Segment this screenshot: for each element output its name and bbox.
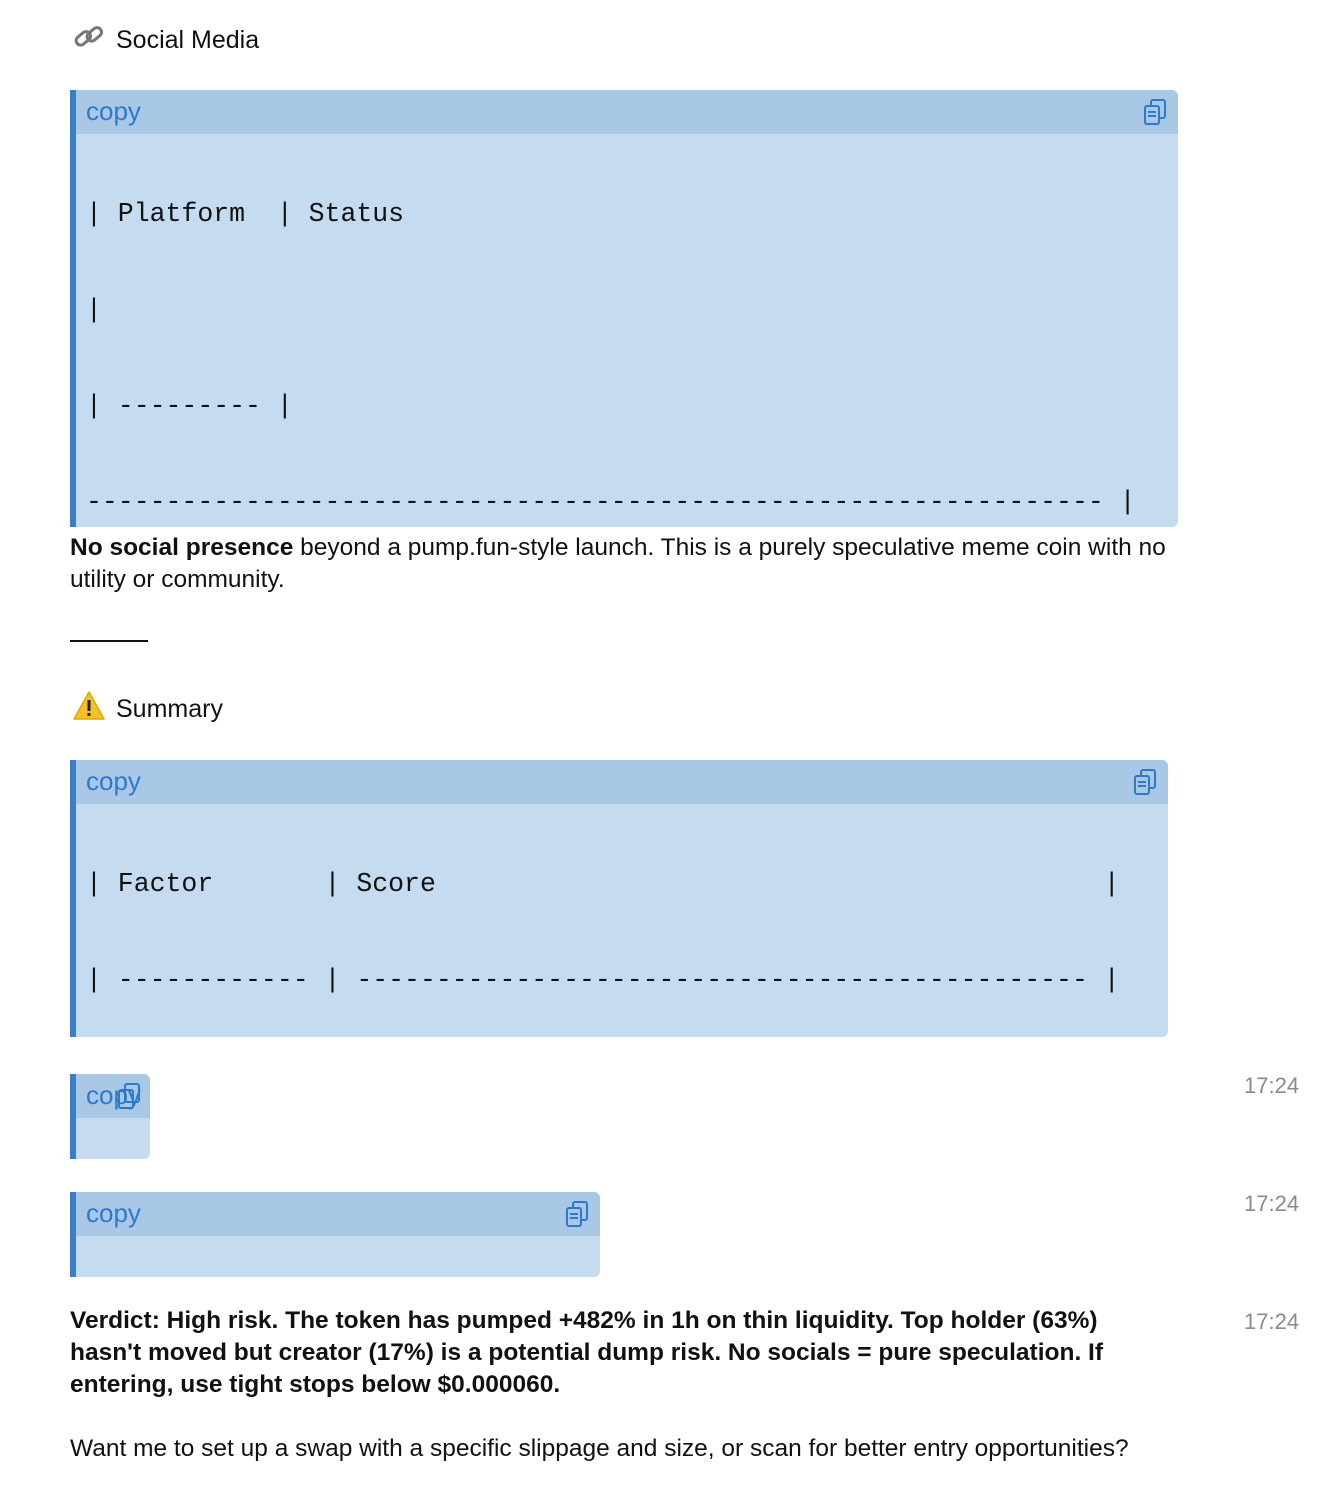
copy-icon[interactable]	[1142, 98, 1168, 126]
code-header	[76, 90, 1178, 134]
copy-button[interactable]: copy	[86, 1198, 141, 1228]
divider	[70, 640, 148, 642]
copy-button[interactable]: copy	[86, 766, 141, 796]
social-media-title: Social Media	[116, 26, 260, 54]
code-content	[76, 1118, 150, 1159]
timestamp: 17:24	[1244, 1309, 1300, 1334]
social-note-bold: No social presence	[70, 534, 294, 561]
social-note	[70, 532, 1200, 596]
table-row: | Factor | Score |	[86, 869, 1120, 899]
social-code-block	[70, 90, 1178, 527]
link-icon	[72, 20, 106, 61]
warning-icon	[72, 690, 106, 729]
code-header	[76, 1192, 600, 1236]
copy-icon[interactable]	[1132, 768, 1158, 796]
copy-button[interactable]: copy	[86, 96, 141, 126]
code-content	[76, 134, 1178, 527]
fragment-code-block	[70, 1192, 600, 1277]
summary-title: Summary	[116, 695, 223, 723]
social-media-heading	[72, 20, 259, 61]
code-line: | --------- |	[86, 391, 293, 421]
table-row: | ------------ | ---------------------------------------------- |	[86, 965, 1120, 995]
followup-text: Want me to set up a swap with a specific slippage and size, or scan for better entry opportunities?	[70, 1435, 1129, 1462]
copy-icon[interactable]	[116, 1082, 142, 1110]
timestamp: 17:24	[1244, 1191, 1300, 1216]
code-header	[76, 760, 1168, 804]
copy-button[interactable]: copy	[86, 1080, 141, 1110]
code-line: ---------------------------------------------------------------- |	[86, 487, 1136, 517]
summary-code-block	[70, 760, 1168, 1037]
code-content	[76, 1236, 600, 1277]
social-note-text: beyond a pump.fun-style launch. This is a purely speculative meme coin with no utility or community.	[70, 534, 1166, 593]
verdict-text: Verdict: High risk. The token has pumped +482% in 1h on thin liquidity. Top holder (63%) hasn't moved but creator (17%) is a potential dump risk. No socials = pure speculation. If entering, use tight stops below $0.000060.	[70, 1307, 1104, 1398]
summary-heading	[72, 690, 223, 729]
fragment-code-block	[70, 1074, 150, 1159]
code-line: | Platform | Status	[86, 199, 405, 229]
copy-icon[interactable]	[564, 1200, 590, 1228]
code-header	[76, 1074, 150, 1118]
code-line: |	[86, 295, 102, 325]
timestamp: 17:24	[1244, 1073, 1300, 1098]
code-content	[76, 804, 1168, 1037]
